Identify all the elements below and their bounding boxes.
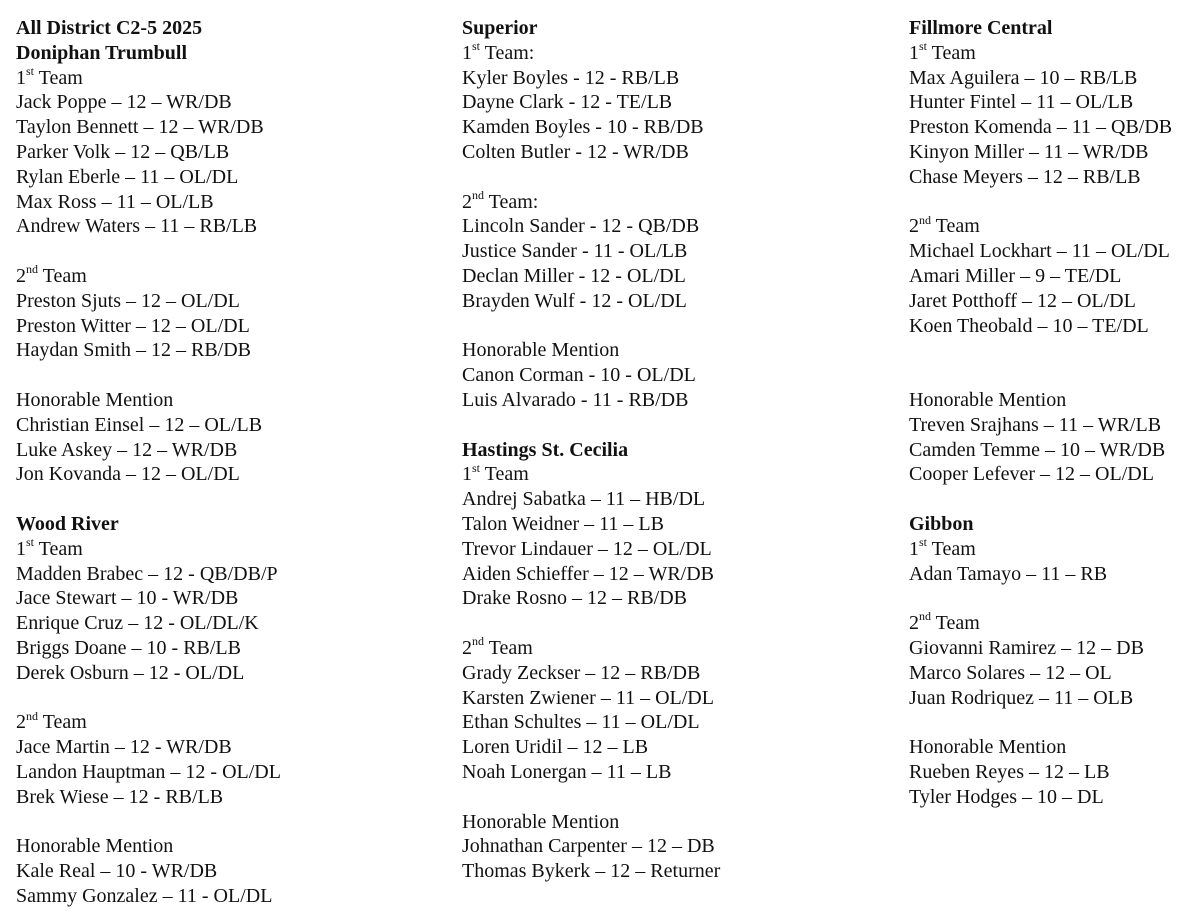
first-team-group (462, 462, 902, 611)
player-entry: Colten Butler - 12 - WR/DB (462, 140, 689, 163)
first-team-group (16, 63, 456, 240)
first-team-group (909, 41, 1199, 190)
player-entry: Koen Theobald – 10 – TE/DL (909, 314, 1149, 337)
player-entry: Brek Wiese – 12 - RB/LB (16, 785, 224, 808)
player-entry: Chase Meyers – 12 – RB/LB (909, 165, 1141, 188)
player-entry: Derek Osburn – 12 - OL/DL (16, 661, 245, 684)
first-team-group (16, 537, 456, 686)
group-heading: Honorable Mention (16, 835, 174, 858)
player-entry: Talon Weidner – 11 – LB (462, 512, 664, 535)
player-entry: Tyler Hodges – 10 – DL (909, 785, 1104, 808)
school-section (16, 512, 456, 909)
group-heading: Honorable Mention (462, 810, 620, 833)
school-name: Doniphan Trumbull (16, 41, 188, 64)
group-heading: 1st Team (909, 39, 976, 64)
column-2 (462, 16, 902, 884)
school-section (462, 438, 902, 884)
player-entry: Thomas Bykerk – 12 – Returner (462, 860, 721, 883)
player-entry: Andrew Waters – 11 – RB/LB (16, 215, 258, 238)
player-entry: Johnathan Carpenter – 12 – DB (462, 835, 715, 858)
school-name: Wood River (16, 512, 119, 535)
player-entry: Juan Rodriquez – 11 – OLB (909, 686, 1134, 709)
school-name: Hastings St. Cecilia (462, 438, 629, 461)
player-entry: Ethan Schultes – 11 – OL/DL (462, 711, 700, 734)
group-heading: 2nd Team (909, 212, 980, 238)
second-team-group (909, 214, 1199, 338)
group-heading: Honorable Mention (16, 388, 174, 411)
player-entry: Treven Srajhans – 11 – WR/LB (909, 413, 1162, 436)
player-entry: Preston Witter – 12 – OL/DL (16, 314, 250, 337)
player-entry: Jaret Potthoff – 12 – OL/DL (909, 289, 1136, 312)
player-entry: Jace Stewart – 10 - WR/DB (16, 587, 239, 610)
school-name: Gibbon (909, 512, 974, 535)
player-entry: Camden Temme – 10 – WR/DB (909, 438, 1166, 461)
player-entry: Noah Lonergan – 11 – LB (462, 760, 672, 783)
player-entry: Briggs Doane – 10 - RB/LB (16, 636, 241, 659)
player-entry: Landon Hauptman – 12 - OL/DL (16, 760, 281, 783)
second-team-group (909, 611, 1199, 710)
school-name: Fillmore Central (909, 17, 1053, 39)
player-entry: Taylon Bennett – 12 – WR/DB (16, 116, 264, 139)
player-entry: Luis Alvarado - 11 - RB/DB (462, 388, 689, 411)
column-1 (16, 16, 456, 909)
player-entry: Preston Komenda – 11 – QB/DB (909, 116, 1173, 139)
honorable-mention-group (462, 810, 902, 884)
player-entry: Sammy Gonzalez – 11 - OL/DL (16, 884, 273, 907)
player-entry: Jon Kovanda – 12 – OL/DL (16, 463, 240, 486)
player-entry: Haydan Smith – 12 – RB/DB (16, 339, 252, 362)
player-entry: Michael Lockhart – 11 – OL/DL (909, 240, 1170, 263)
school-section (909, 16, 1199, 487)
player-entry: Marco Solares – 12 – OL (909, 661, 1112, 684)
player-entry: Christian Einsel – 12 – OL/LB (16, 413, 263, 436)
player-entry: Enrique Cruz – 12 - OL/DL/K (16, 612, 259, 635)
first-team-group (462, 41, 902, 165)
player-entry: Karsten Zwiener – 11 – OL/DL (462, 686, 714, 709)
player-entry: Trevor Lindauer – 12 – OL/DL (462, 537, 712, 560)
player-entry: Giovanni Ramirez – 12 – DB (909, 636, 1144, 659)
player-entry: Justice Sander - 11 - OL/LB (462, 240, 688, 263)
column-3 (909, 16, 1199, 810)
school-section (909, 512, 1199, 810)
player-entry: Parker Volk – 12 – QB/LB (16, 140, 230, 163)
second-team-group (16, 264, 456, 363)
group-heading: 1st Team (462, 460, 529, 486)
group-heading: 2nd Team (16, 708, 87, 734)
group-heading: Honorable Mention (462, 339, 620, 362)
player-entry: Drake Rosno – 12 – RB/DB (462, 587, 687, 610)
player-entry: Hunter Fintel – 11 – OL/LB (909, 91, 1134, 114)
first-team-group (909, 537, 1199, 587)
player-entry: Grady Zeckser – 12 – RB/DB (462, 661, 701, 684)
document-title: All District C2-5 2025 (16, 17, 203, 39)
honorable-mention-group (909, 388, 1199, 487)
honorable-mention-group (462, 338, 902, 412)
player-entry: Cooper Lefever – 12 – OL/DL (909, 463, 1154, 486)
group-heading: 2nd Team (462, 634, 533, 659)
school-section (462, 16, 902, 413)
player-entry: Kale Real – 10 - WR/DB (16, 860, 218, 883)
group-heading: 2nd Team (16, 262, 87, 287)
group-heading: 2nd Team: (462, 187, 539, 213)
player-entry: Canon Corman - 10 - OL/DL (462, 364, 696, 387)
player-entry: Max Aguilera – 10 – RB/LB (909, 66, 1138, 89)
player-entry: Amari Miller – 9 – TE/DL (909, 264, 1122, 287)
player-entry: Kyler Boyles - 12 - RB/LB (462, 66, 680, 89)
honorable-mention-group (16, 834, 456, 908)
player-entry: Rylan Eberle – 11 – OL/DL (16, 165, 239, 188)
school-section (16, 41, 456, 487)
honorable-mention-group (16, 388, 456, 487)
player-entry: Aiden Schieffer – 12 – WR/DB (462, 562, 715, 585)
group-heading: Honorable Mention (909, 736, 1067, 759)
honorable-mention-group (909, 735, 1199, 809)
player-entry: Dayne Clark - 12 - TE/LB (462, 91, 673, 114)
player-entry: Kamden Boyles - 10 - RB/DB (462, 116, 704, 139)
group-heading: Honorable Mention (909, 388, 1067, 411)
player-entry: Madden Brabec – 12 - QB/DB/P (16, 562, 278, 585)
player-entry: Jace Martin – 12 - WR/DB (16, 736, 232, 759)
group-heading: 1st Team (16, 63, 83, 89)
player-entry: Adan Tamayo – 11 – RB (909, 562, 1108, 585)
player-entry: Luke Askey – 12 – WR/DB (16, 438, 238, 461)
player-entry: Andrej Sabatka – 11 – HB/DL (462, 488, 706, 511)
player-entry: Brayden Wulf - 12 - OL/DL (462, 289, 687, 312)
player-entry: Declan Miller - 12 - OL/DL (462, 264, 686, 287)
player-entry: Lincoln Sander - 12 - QB/DB (462, 215, 700, 238)
group-heading: 1st Team: (462, 39, 535, 64)
group-heading: 2nd Team (909, 609, 980, 635)
group-heading: 1st Team (909, 535, 976, 560)
player-entry: Rueben Reyes – 12 – LB (909, 760, 1110, 783)
second-team-group (16, 710, 456, 809)
player-entry: Kinyon Miller – 11 – WR/DB (909, 140, 1149, 163)
group-heading: 1st Team (16, 535, 83, 560)
second-team-group (462, 636, 902, 785)
player-entry: Max Ross – 11 – OL/LB (16, 190, 214, 213)
school-name: Superior (462, 17, 538, 39)
player-entry: Jack Poppe – 12 – WR/DB (16, 91, 232, 114)
player-entry: Preston Sjuts – 12 – OL/DL (16, 289, 240, 312)
player-entry: Loren Uridil – 12 – LB (462, 736, 649, 759)
second-team-group (462, 187, 902, 314)
